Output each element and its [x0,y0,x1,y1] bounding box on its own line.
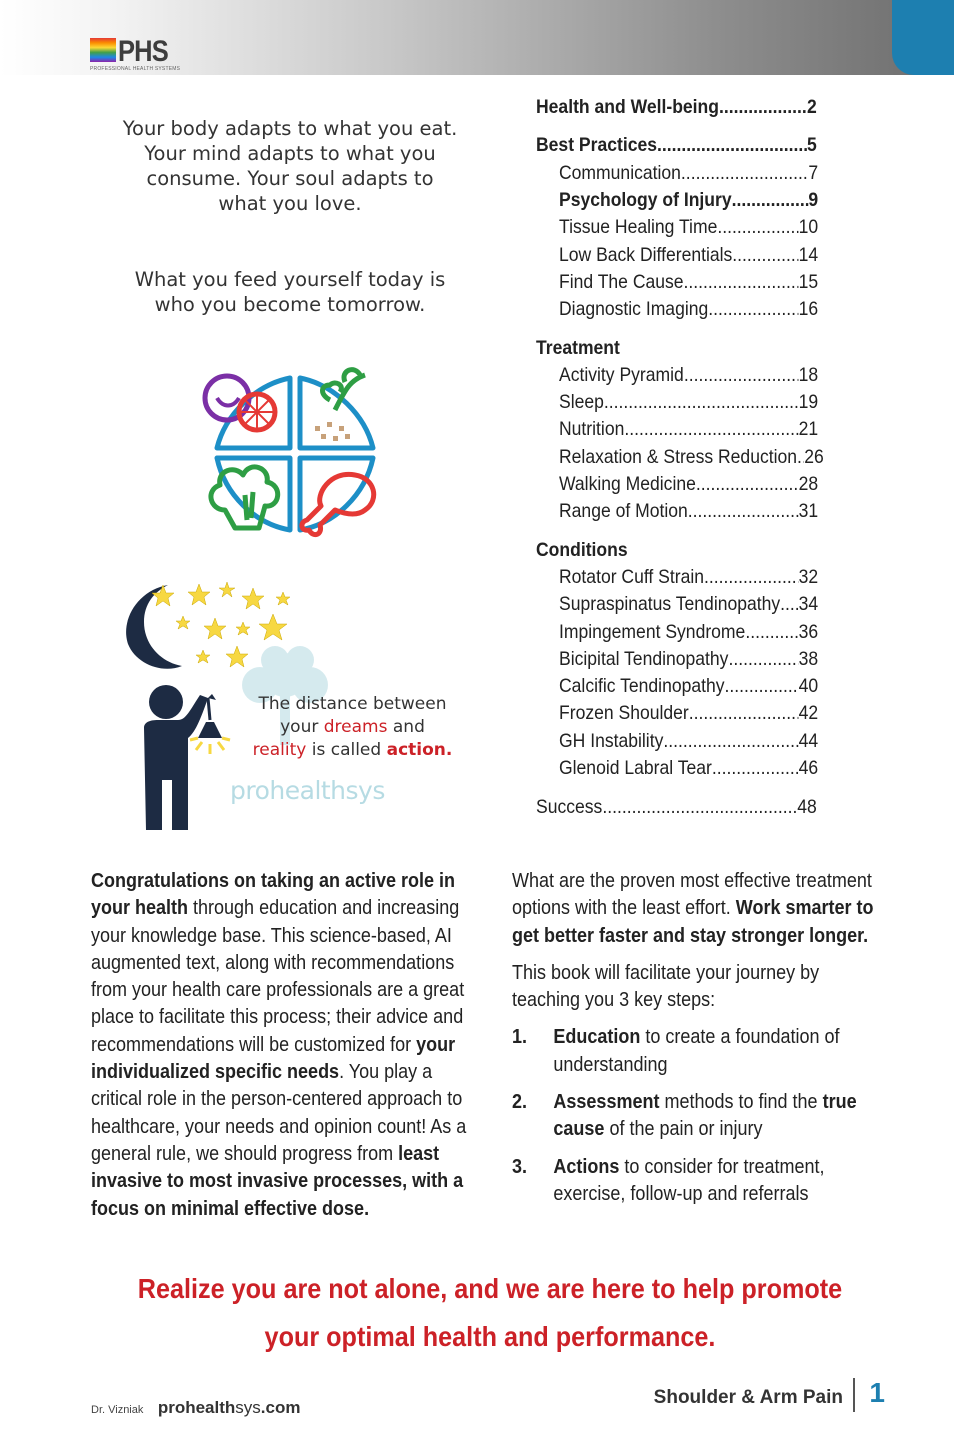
toc-heading-treatment: Treatment [536,337,620,359]
treatment-paragraph: What are the proven most effective treatment options with the least effort. Work smarter to get better faster and stay stronger longer. [512,870,874,947]
toc-item-tissue-healing-time[interactable]: Tissue Healing Time ..... 10 [559,216,818,239]
footer-left [91,1398,300,1418]
toc-item-best-practices[interactable]: Best Practices ..... 5 [536,134,817,157]
toc-item-sleep[interactable]: Sleep ..... 19 [559,391,818,414]
toc-item-relaxation-stress-reduction[interactable]: Relaxation & Stress Reduction ..... 26 [559,446,818,469]
toc-item-impingement-syndrome[interactable]: Impingement Syndrome ..... 36 [559,621,818,644]
footer-divider [853,1378,855,1412]
toc-item-glenoid-labral-tear[interactable]: Glenoid Labral Tear ..... 46 [559,757,818,780]
toc-item-diagnostic-imaging[interactable]: Diagnostic Imaging ..... 16 [559,298,818,321]
footer-author: Dr. Vizniak [91,1404,144,1416]
toc-item-activity-pyramid[interactable]: Activity Pyramid ..... 18 [559,364,818,387]
quote-word-action: action. [386,740,453,760]
toc-item-rotator-cuff-strain[interactable]: Rotator Cuff Strain ..... 32 [559,566,818,589]
intro-text-2: . You play a critical role in the person-centered approach to healthcare, your needs and opinion count! As a general rule, we should progress from [91,1061,467,1165]
toc-heading-conditions: Conditions [536,539,628,561]
quote-word-your: your [280,717,319,737]
page-number: 1 [869,1377,885,1408]
logo-subtext: PROFESSIONAL HEALTH SYSTEMS [90,66,181,72]
key-steps-section [512,868,892,1218]
toc-item-health-wellbeing[interactable]: Health and Well-being ..... 2 [536,96,817,119]
watermark-text: prohealthsys [230,776,385,805]
person-with-lamp-icon [128,680,248,840]
intro-bold-1: Congratulations on taking an active role in your health [91,870,456,920]
footer-book-title: Shoulder & Arm Pain [653,1387,843,1408]
toc-item-communication[interactable]: Communication ..... 7 [559,162,818,185]
toc-item-bicipital-tendinopathy[interactable]: Bicipital Tendinopathy ..... 38 [559,648,818,671]
quote-word-reality: reality [252,740,307,760]
call-to-action [90,1265,890,1361]
quote-word-dreams: dreams [323,717,388,737]
quote-line-1: The distance between [258,694,447,714]
intro-bold-3: least invasive to most invasive processes, with a focus on minimal effective dose. [91,1142,464,1220]
toc-item-walking-medicine[interactable]: Walking Medicine ..... 28 [559,473,818,496]
list-item: 2. Assessment methods to find the true cause of the pain or injury [512,1091,857,1141]
key-steps-list [512,1024,892,1208]
food-quadrant-icon [195,360,395,550]
toc-item-range-of-motion[interactable]: Range of Motion ..... 31 [559,500,818,523]
intro-bold-2: your individualized specific needs [91,1033,456,1084]
toc-item-find-the-cause[interactable]: Find The Cause ..... 15 [559,271,818,294]
quote-body-adapts: Your body adapts to what you eat. Your mind adapts to what you consume. Your soul adapts to what you love. [122,117,458,215]
list-item: 1. Education to create a foundation of understanding [512,1026,840,1076]
intro-paragraph [91,868,479,1223]
toc-item-frozen-shoulder[interactable]: Frozen Shoulder ..... 42 [559,702,818,725]
toc-item-low-back-differentials[interactable]: Low Back Differentials ..... 14 [559,244,818,267]
quote-feed-yourself: What you feed yourself today is who you become tomorrow. [134,268,446,316]
cta-line-2: your optimal health and performance. [264,1321,716,1352]
footer-right [640,1378,885,1414]
quote-line-3 [240,739,465,762]
toc-item-success[interactable]: Success ..... 48 [536,796,817,819]
footer-website-link[interactable]: prohealthsys.com [157,1398,301,1417]
toc-item-calcific-tendinopathy[interactable]: Calcific Tendinopathy ..... 40 [559,675,818,698]
treatment-paragraph-bold: Work smarter to get better faster and stay stronger longer. [512,897,874,947]
list-item: 3. Actions to consider for treatment, exercise, follow-up and referrals [512,1155,825,1205]
journey-paragraph: This book will facilitate your journey by teaching you 3 key steps: [512,961,820,1012]
toc-item-nutrition[interactable]: Nutrition ..... 21 [559,418,818,441]
rainbow-flag-icon [90,38,116,62]
logo-text: PHS [118,35,168,68]
left-art-column [90,90,490,840]
quote-line-2 [240,716,465,739]
phs-logo [90,36,200,76]
toc-item-gh-instability[interactable]: GH Instability ..... 44 [559,730,818,753]
quote-word-is-called: is called [311,740,382,760]
intro-text-1: through education and increasing your knowledge base. This science-based, AI augmented text, along with recommendations from your health care professionals are a great place to facilitate this process; their advice and recommendations will be customized for [91,897,465,1056]
cta-line-1: Realize you are not alone, and we are here to help promote [137,1273,843,1304]
toc-item-psychology-of-injury[interactable]: Psychology of Injury ..... 9 [559,189,818,212]
header-tab [892,0,954,75]
quote-dreams-action [240,693,465,762]
quote-word-and: and [392,717,425,737]
toc-item-supraspinatus-tendinopathy[interactable]: Supraspinatus Tendinopathy ..... 34 [559,593,818,616]
